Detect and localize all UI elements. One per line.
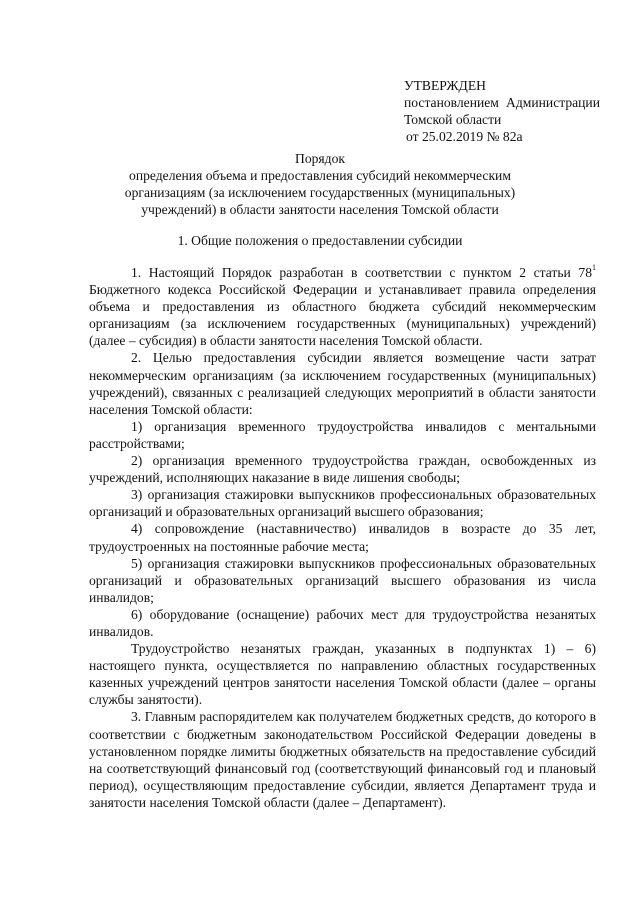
paragraph-1-text-a: 1. Настоящий Порядок разработан в соответствии с пунктом 2 статьи 78 [131,265,592,280]
approval-line-date: от 25.02.2019 № 82а [406,129,523,144]
paragraph-3: 3. Главным распорядителем как получателем бюджетных средств, до которого в соответствии с бюджетным законодательством Российской Федерации доведены в установленном порядке лимиты бюджетных обязательств на предоставление субсидий на соответствующий финансовый год (соответствующий финансовый год и плановый период), осуществляющим предоставление субсидии, является Департамент труда и занятости населения Томской области (далее – Департамент). [89,709,596,810]
document-title [108,150,532,218]
article-superscript: 1 [592,263,596,272]
approval-stamp [404,77,600,145]
approval-line-decree: постановлением Администрации [404,95,600,110]
paragraph-employment: Трудоустройство незанятых граждан, указанных в подпунктах 1) – 6) настоящего пункта, осуществляется по направлению областных государственных казенных учреждений центров занятости населения Томской области (далее – органы службы занятости). [89,641,596,708]
title-line-4: учреждений) в области занятости населения Томской области [141,202,499,217]
approval-line-approved: УТВЕРЖДЕН [404,78,486,93]
paragraph-1-text-b: Бюджетного кодекса Российской Федерации и устанавливает правила определения объема и предоставления из областного бюджета субсидий некоммерческим организациям (за исключением государственных (муниципальных) учреждений) (далее – субсидия) в области занятости населения Томской области. [89,282,596,349]
approval-line-region: Томской области [404,112,502,127]
title-line-2: определения объема и предоставления субсидий некоммерческим [129,168,511,183]
title-line-3: организациям (за исключением государственных (муниципальных) [124,185,516,200]
paragraph-2: 2. Целью предоставления субсидии является возмещение части затрат некоммерческим организациям (за исключением государственных (муниципальных) учреждений), связанных с реализацией следующих мероприятий в области занятости населения Томской области: [89,350,596,417]
document-body [89,264,596,811]
paragraph-1 [89,264,596,349]
list-item-5: 5) организация стажировки выпускников профессиональных образовательных организаций и образовательных организаций высшего образования из числа инвалидов; [89,555,596,605]
list-item-6: 6) оборудование (оснащение) рабочих мест для трудоустройства незанятых инвалидов. [89,606,596,639]
list-item-3: 3) организация стажировки выпускников профессиональных образовательных организаций и образовательных организаций высшего образования; [89,487,596,520]
section-heading: 1. Общие положения о предоставлении субсидии [177,233,463,248]
title-line-1: Порядок [295,151,345,166]
list-item-4: 4) сопровождение (наставничество) инвалидов в возрасте до 35 лет, трудоустроенных на постоянные рабочие места; [89,521,596,554]
list-item-1: 1) организация временного трудоустройства инвалидов с ментальными расстройствами; [89,418,596,451]
list-item-2: 2) организация временного трудоустройства граждан, освобожденных из учреждений, исполняющих наказание в виде лишения свободы; [89,453,596,486]
